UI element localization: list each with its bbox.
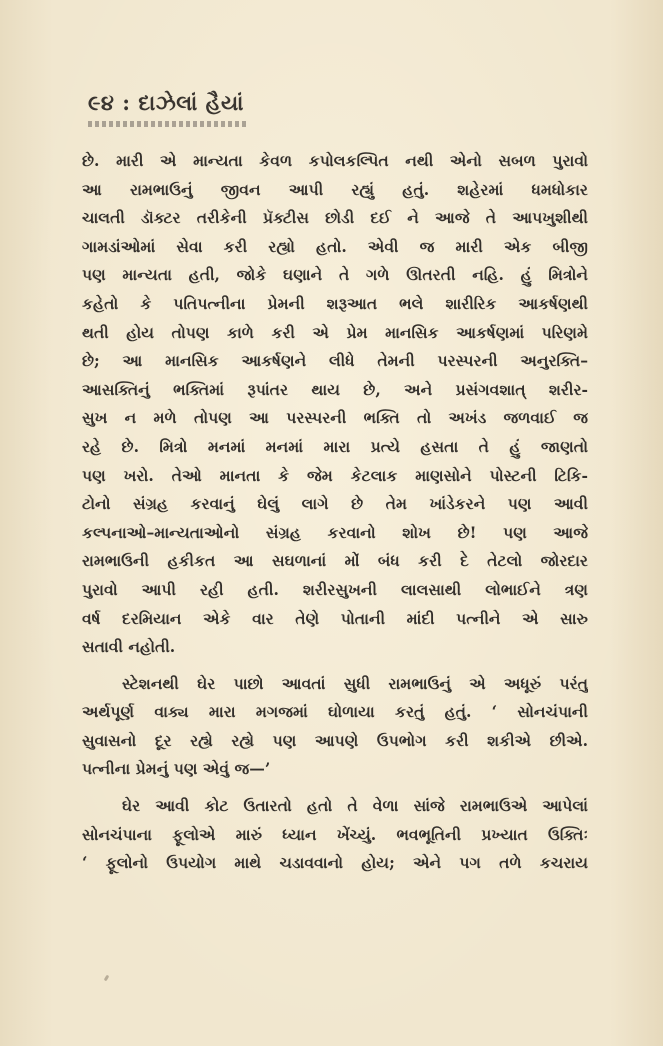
text-line: ગામડાંઓમાં સેવા કરી રહ્યો હતો. એવી જ મારી એક બીજી <box>82 236 588 256</box>
text-line: અર્થપૂર્ણ વાક્ય મારા મગજમાં ઘોળાયા કરતું હતું. ‘ સોનચંપાની <box>82 702 588 722</box>
text-line: પત્નીના પ્રેમનું પણ એવું જ—’ <box>82 759 271 779</box>
text-line: આ રામભાઉનું જીવન આપી રહ્યું હતું. શહેરમાં ધમધોકાર <box>82 179 588 199</box>
text-line: સુખ ન મળે તોપણ આ પરસ્પરની ભક્તિ તો અખંડ જળવાઈ જ <box>82 408 588 428</box>
text-line: રહે છે. મિત્રો મનમાં મનમાં મારા પ્રત્યે હસતા તે હું જાણતો <box>82 436 588 456</box>
body-text <box>82 147 588 878</box>
page-number: ૯૪ <box>88 90 115 115</box>
header-decorative-rule <box>88 121 248 127</box>
text-line: છે. મારી એ માન્યતા કેવળ કપોલકલ્પિત નથી એનો સબળ પુરાવો <box>82 151 588 170</box>
text-line: થતી હોય તોપણ કાળે કરી એ પ્રેમ માનસિક આકર્ષણમાં પરિણમે <box>82 322 588 342</box>
text-line: ઘેર આવી કોટ ઉતારતો હતો તે વેળા સાંજે રામભાઉએ આપેલાં <box>122 796 588 816</box>
text-line: આસક્તિનું ભક્તિમાં રૂપાંતર થાય છે, અને પ્રસંગવશાત્ શરીર- <box>82 379 588 399</box>
header-separator: : <box>122 90 131 115</box>
text-line: કલ્પનાઓ–માન્યતાઓનો સંગ્રહ કરવાનો શોખ છે! પણ આજે <box>82 522 588 542</box>
text-line: વર્ષ દરમિયાન એકે વાર તેણે પોતાની માંદી પત્નીને એ સારુ <box>82 608 588 628</box>
text-line: ટોનો સંગ્રહ કરવાનું ઘેલું લાગે છે તેમ ખાંડેકરને પણ આવી <box>82 494 588 514</box>
paragraph-gap <box>82 662 588 670</box>
text-line: પુરાવો આપી રહી હતી. શરીરસુખની લાલસાથી લોભાઈને ત્રણ <box>82 579 588 599</box>
text-line: સતાવી નહોતી. <box>82 637 176 657</box>
text-line: સુવાસનો દૂર રહ્યે રહ્યે પણ આપણે ઉપભોગ કરી શકીએ છીએ. <box>82 730 588 750</box>
text-line: પણ ખરો. તેઓ માનતા કે જેમ કેટલાક માણસોને પોસ્ટની ટિકિ- <box>82 465 588 485</box>
text-line: કહેતો કે પતિપત્નીના પ્રેમની શરૂઆત ભલે શારીરિક આકર્ષણથી <box>82 293 588 313</box>
paragraph-gap <box>82 784 588 792</box>
text-line: સ્ટેશનથી ઘેર પાછો આવતાં સુધી રામભાઉનું એ અધૂરું પરંતુ <box>122 673 588 693</box>
text-line: છે; આ માનસિક આકર્ષણને લીધે તેમની પરસ્પરની અનુરક્તિ– <box>82 351 588 371</box>
running-header <box>88 90 244 116</box>
text-line: ‘ ફૂલોનો ઉપયોગ માથે ચડાવવાનો હોય; એને પગ તળે કચરાય <box>82 853 588 873</box>
text-line: ચાલતી ડૉક્ટર તરીકેની પ્રૅક્ટીસ છોડી દઈ ને આજે તે આપખુશીથી <box>82 208 588 228</box>
text-line: પણ માન્યતા હતી, જોકે ઘણાને તે ગળે ઊતરતી નહિ. હું મિત્રોને <box>82 265 588 285</box>
text-line: સોનચંપાના ફૂલોએ મારું ધ્યાન ખેંચ્યું. ભવભૂતિની પ્રખ્યાત ઉક્તિઃ <box>82 824 588 844</box>
text-line: રામભાઉની હકીકત આ સઘળાનાં મોં બંધ કરી દે તેટલો જોરદાર <box>82 551 588 571</box>
running-title: દાઝેલાં હૈયાં <box>138 90 244 115</box>
paper-speck <box>104 975 110 982</box>
